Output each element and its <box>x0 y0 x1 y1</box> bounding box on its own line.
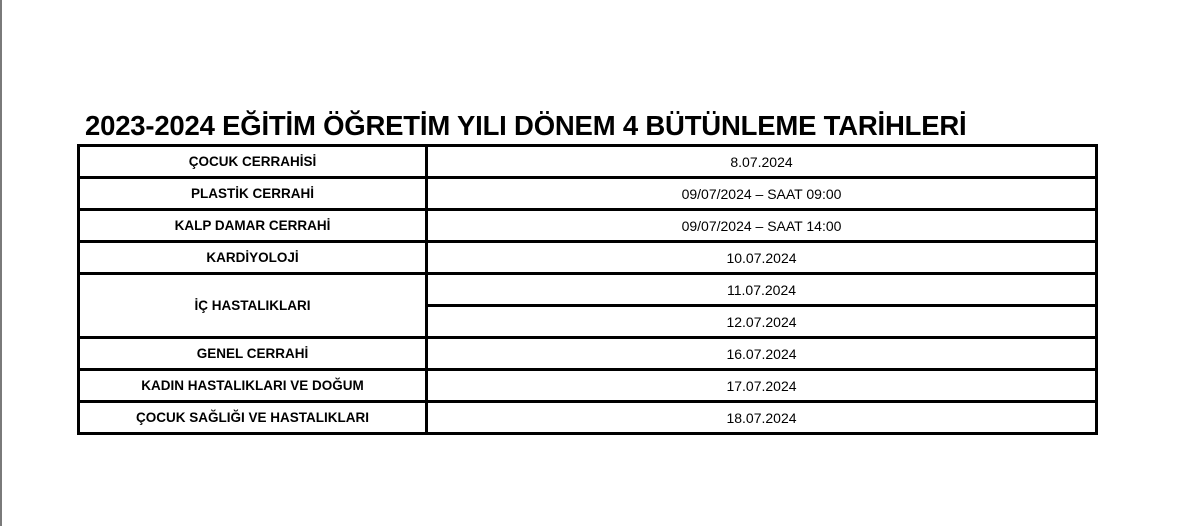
course-cell: KARDİYOLOJİ <box>79 242 427 274</box>
table-row <box>79 146 1097 178</box>
exam-schedule-table <box>77 144 1098 435</box>
course-cell: KADIN HASTALIKLARI VE DOĞUM <box>79 370 427 402</box>
page-left-edge <box>0 0 2 526</box>
date-cell: 09/07/2024 – SAAT 14:00 <box>427 210 1097 242</box>
table-row <box>79 274 1097 306</box>
date-cell: 18.07.2024 <box>427 402 1097 434</box>
date-cell: 8.07.2024 <box>427 146 1097 178</box>
date-cell: 10.07.2024 <box>427 242 1097 274</box>
page-title: 2023-2024 EĞİTİM ÖĞRETİM YILI DÖNEM 4 BÜTÜNLEME TARİHLERİ <box>85 110 967 141</box>
table-row <box>79 402 1097 434</box>
table-row <box>79 338 1097 370</box>
date-cell: 11.07.2024 <box>427 274 1097 306</box>
date-cell: 12.07.2024 <box>427 306 1097 338</box>
course-cell: PLASTİK CERRAHİ <box>79 178 427 210</box>
course-cell: KALP DAMAR CERRAHİ <box>79 210 427 242</box>
table-row <box>79 178 1097 210</box>
date-cell: 09/07/2024 – SAAT 09:00 <box>427 178 1097 210</box>
date-cell: 17.07.2024 <box>427 370 1097 402</box>
table-row <box>79 370 1097 402</box>
course-cell: GENEL CERRAHİ <box>79 338 427 370</box>
course-cell: ÇOCUK SAĞLIĞI VE HASTALIKLARI <box>79 402 427 434</box>
date-cell: 16.07.2024 <box>427 338 1097 370</box>
table-row <box>79 210 1097 242</box>
table-row <box>79 242 1097 274</box>
course-cell: ÇOCUK CERRAHİSİ <box>79 146 427 178</box>
course-cell: İÇ HASTALIKLARI <box>79 274 427 338</box>
